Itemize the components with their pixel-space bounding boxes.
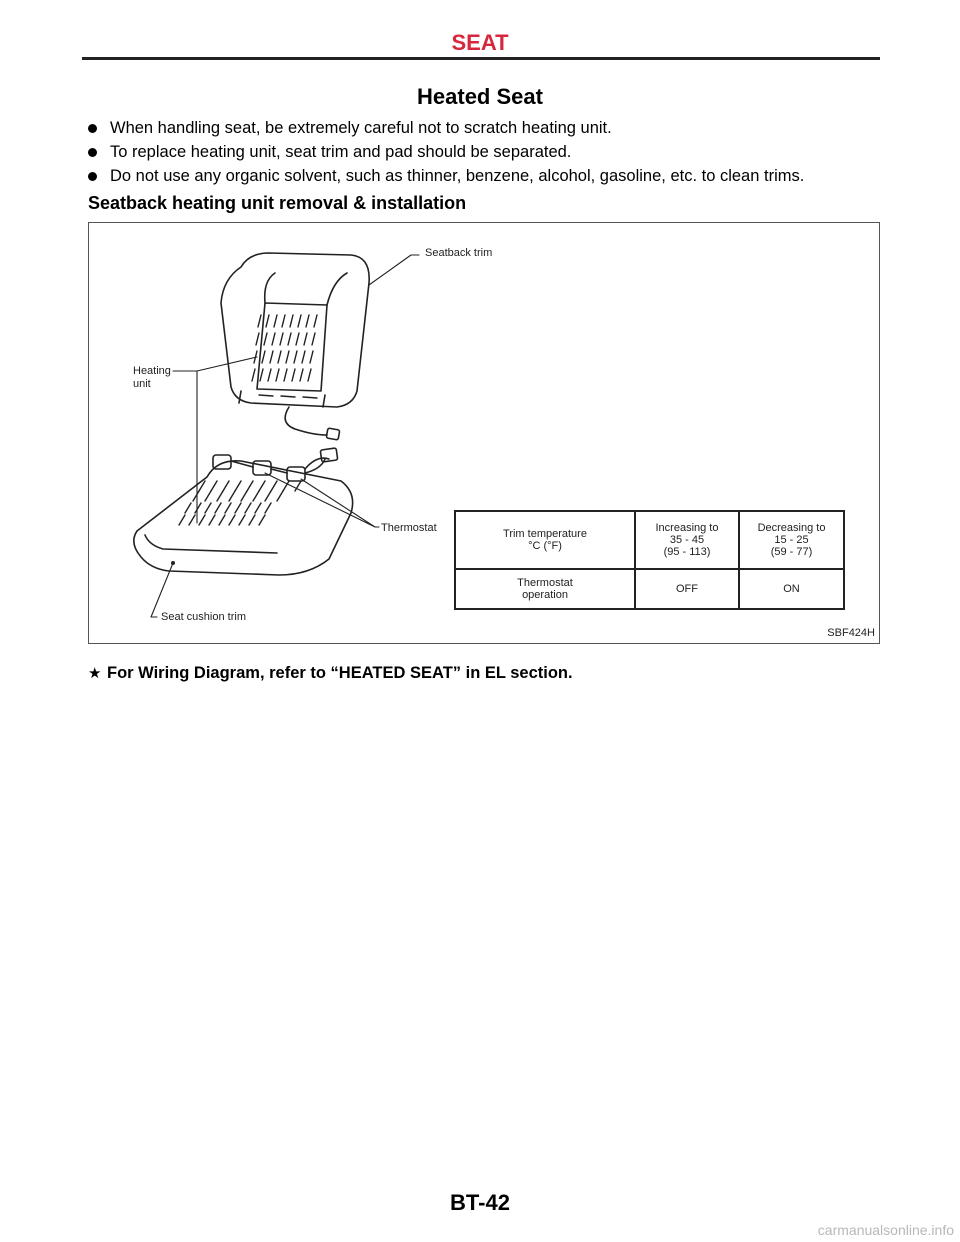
table-cell-trim-temperature — [455, 511, 635, 569]
cell-text: (95 - 113) — [663, 546, 711, 558]
table-row — [455, 569, 844, 609]
label-seat-cushion-trim: Seat cushion trim — [161, 611, 246, 623]
table-row — [455, 511, 844, 569]
label-seatback-trim: Seatback trim — [425, 247, 493, 259]
leader-heating-unit — [173, 357, 257, 523]
bullet-text: When handling seat, be extremely careful not to scratch heating unit. — [110, 119, 612, 137]
table-cell-increasing — [635, 511, 739, 569]
cell-text: Trim temperature — [503, 528, 587, 540]
header-divider — [82, 57, 880, 60]
seatback-harness — [285, 407, 327, 435]
cell-text: Decreasing to — [757, 522, 826, 534]
cell-text: °C (°F) — [528, 540, 562, 552]
subsection-title: Seatback heating unit removal & installation — [88, 193, 467, 213]
bullet-icon — [88, 172, 97, 181]
cell-text: Thermostat — [517, 577, 573, 589]
cell-text: 15 - 25 — [774, 534, 809, 546]
bullet-icon — [88, 148, 97, 157]
page-number: BT-42 — [450, 1190, 510, 1215]
seatback-heating-grid — [252, 315, 317, 398]
label-thermostat: Thermostat — [381, 522, 437, 534]
bullet-text: Do not use any organic solvent, such as thinner, benzene, alcohol, gasoline, etc. to clean trims. — [110, 167, 805, 185]
table-cell-decreasing — [739, 511, 844, 569]
bullet-item — [88, 140, 804, 164]
leader-thermostat — [265, 473, 379, 527]
star-icon: ★ — [88, 665, 102, 682]
cell-text: (59 - 77) — [770, 546, 813, 558]
page-header-title: SEAT — [451, 30, 509, 55]
cell-text: Increasing to — [655, 522, 719, 534]
figure-code: SBF424H — [827, 627, 875, 639]
cell-text: operation — [522, 589, 568, 601]
thermostat-spec-table — [454, 510, 845, 610]
watermark: carmanualsonline.info — [817, 1222, 954, 1238]
wiring-note — [88, 664, 573, 683]
bullet-item — [88, 116, 804, 140]
leader-seatback-trim — [369, 255, 419, 285]
label-heating-unit-line1: Heating — [133, 365, 171, 377]
wiring-note-text: For Wiring Diagram, refer to “HEATED SEAT” in EL section. — [107, 664, 573, 682]
bullet-list — [88, 116, 804, 188]
section-title: Heated Seat — [417, 84, 543, 109]
seatback-outline — [221, 253, 369, 407]
seat-heating-figure — [88, 222, 880, 644]
bullet-item — [88, 164, 804, 188]
cell-text: 35 - 45 — [669, 534, 705, 546]
table-cell-thermostat-operation — [455, 569, 635, 609]
table-cell-off: OFF — [635, 569, 739, 609]
label-heating-unit-line2: unit — [133, 378, 151, 390]
bullet-text: To replace heating unit, seat trim and pad should be separated. — [110, 143, 572, 161]
table-cell-on: ON — [739, 569, 844, 609]
bullet-icon — [88, 124, 97, 133]
leader-seat-cushion-trim — [151, 563, 173, 617]
thermostat-units — [213, 455, 325, 481]
